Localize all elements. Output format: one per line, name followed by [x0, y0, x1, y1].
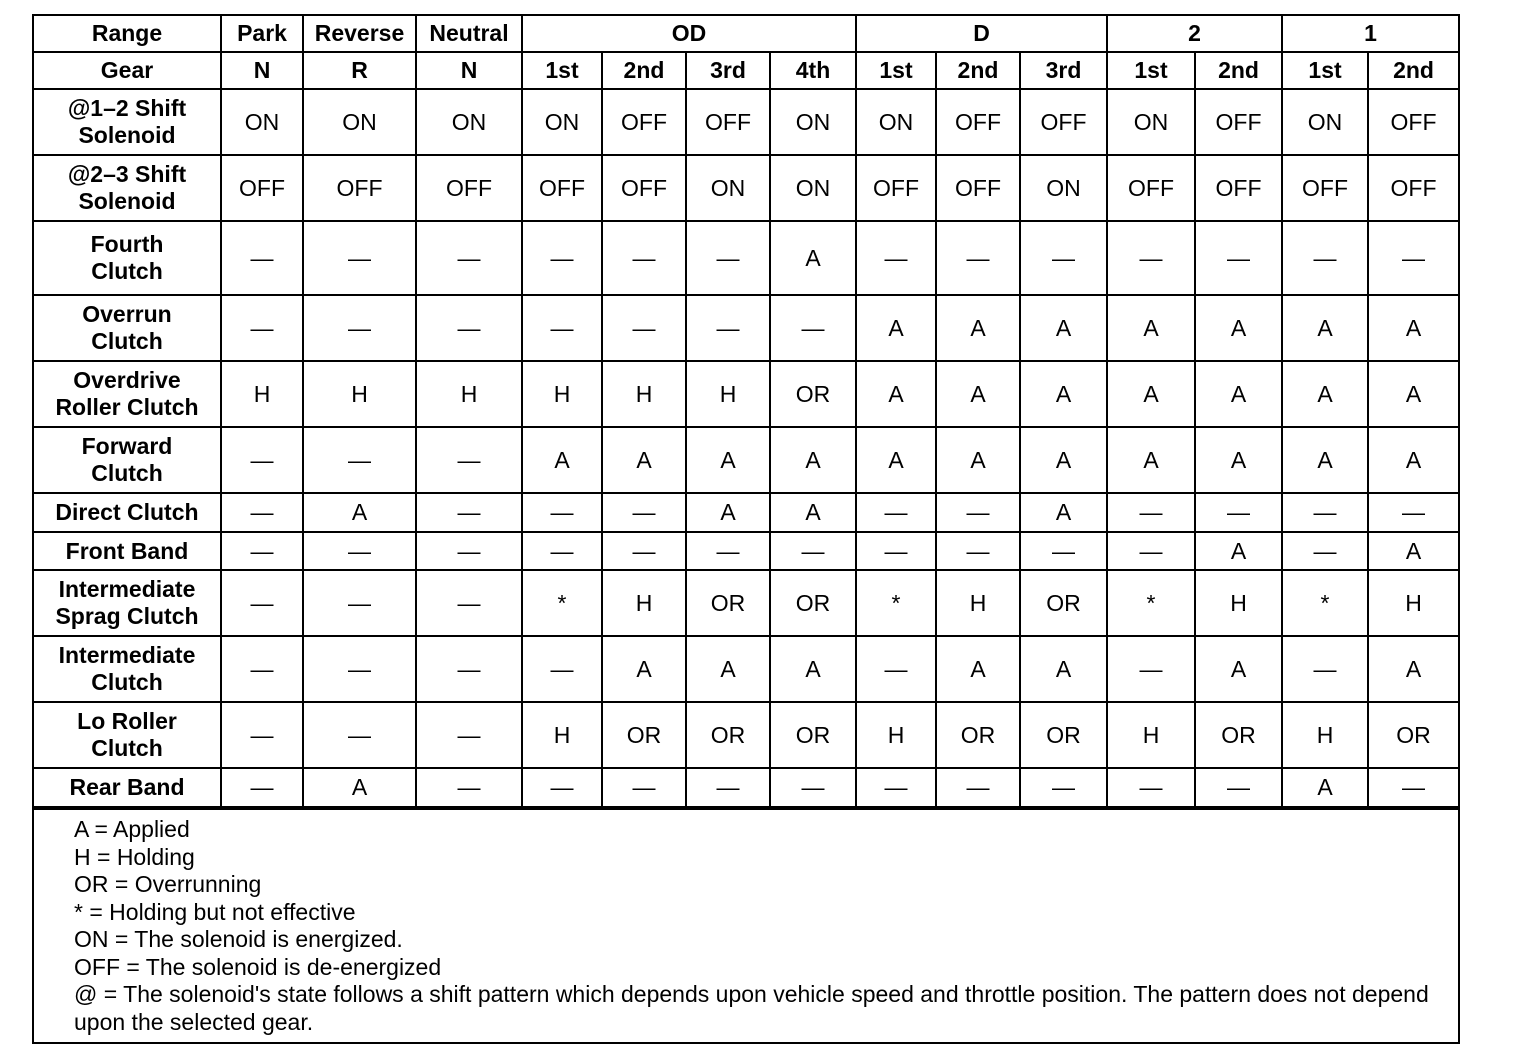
table-cell: OFF — [856, 155, 936, 221]
table-cell: — — [1107, 532, 1195, 570]
table-cell: ON — [770, 89, 856, 155]
table-cell: A — [770, 221, 856, 295]
table-cell: — — [416, 427, 522, 493]
table-cell: — — [686, 532, 770, 570]
table-cell: — — [1282, 532, 1368, 570]
table-cell: — — [303, 427, 416, 493]
table-cell: ON — [522, 89, 602, 155]
row-label-line: Clutch — [91, 328, 163, 354]
table-cell: A — [1107, 295, 1195, 361]
table-cell: A — [1368, 532, 1458, 570]
table-cell: — — [936, 221, 1020, 295]
row-label — [34, 221, 221, 295]
table-cell: A — [770, 636, 856, 702]
table-cell: A — [1282, 427, 1368, 493]
range-header-cell: Reverse — [303, 16, 416, 52]
table-cell: A — [936, 636, 1020, 702]
row-label-line: Rear Band — [69, 774, 185, 800]
table-cell: ON — [686, 155, 770, 221]
table-cell: — — [856, 532, 936, 570]
row-label — [34, 427, 221, 493]
row-label-line: Overdrive — [73, 367, 181, 393]
table-cell: A — [1195, 295, 1282, 361]
legend-item: * = Holding but not effective — [74, 898, 356, 925]
table-cell: A — [1020, 427, 1107, 493]
table-cell: — — [602, 295, 686, 361]
table-cell: H — [522, 361, 602, 427]
table-cell: A — [522, 427, 602, 493]
table-cell: OR — [936, 702, 1020, 768]
table-cell: A — [602, 636, 686, 702]
legend-item: @ = The solenoid's state follows a shift pattern which depends upon vehicle speed and throttle position. The pattern does not depend upon the selected gear. — [74, 981, 1429, 1035]
table-cell: — — [522, 221, 602, 295]
table-cell: — — [936, 493, 1020, 532]
range-header-cell: Neutral — [416, 16, 522, 52]
table-cell: — — [221, 636, 303, 702]
table-cell: ON — [221, 89, 303, 155]
table-cell: A — [1107, 427, 1195, 493]
table-cell: * — [856, 570, 936, 636]
table-cell: OR — [770, 570, 856, 636]
row-label-line: Lo Roller — [77, 708, 177, 734]
range-header-label: Range — [34, 16, 221, 52]
table-cell: A — [1282, 768, 1368, 807]
table-cell: — — [856, 493, 936, 532]
table-cell: — — [856, 636, 936, 702]
range-header-cell: 1 — [1282, 16, 1458, 52]
table-cell: A — [1195, 361, 1282, 427]
table-cell: H — [602, 361, 686, 427]
table-cell: — — [602, 768, 686, 807]
table-cell: A — [770, 427, 856, 493]
table-cell: — — [221, 493, 303, 532]
table-cell: H — [522, 702, 602, 768]
table-cell: A — [686, 493, 770, 532]
table-cell: A — [1368, 295, 1458, 361]
table-cell: ON — [770, 155, 856, 221]
gear-header-cell: N — [416, 52, 522, 89]
row-label — [34, 532, 221, 570]
table-cell: OFF — [686, 89, 770, 155]
table-cell: — — [416, 702, 522, 768]
table-row — [34, 427, 1458, 493]
table-cell: OFF — [221, 155, 303, 221]
row-label-line: Clutch — [91, 460, 163, 486]
table-cell: H — [303, 361, 416, 427]
row-label-line: Solenoid — [78, 188, 176, 214]
table-cell: — — [1020, 532, 1107, 570]
table-cell: OFF — [602, 89, 686, 155]
row-label-line: Roller Clutch — [55, 394, 199, 420]
table-row — [34, 493, 1458, 532]
table-cell: — — [221, 532, 303, 570]
range-header-cell: OD — [522, 16, 856, 52]
table-cell: — — [522, 493, 602, 532]
table-cell: — — [416, 768, 522, 807]
table-cell: OFF — [522, 155, 602, 221]
legend-item: OFF = The solenoid is de-energized — [74, 953, 442, 980]
table-cell: A — [1282, 361, 1368, 427]
table-cell: — — [1282, 636, 1368, 702]
row-label-line: Intermediate — [58, 642, 196, 668]
shift-chart — [32, 14, 1460, 1044]
gear-header-cell: N — [221, 52, 303, 89]
table-cell: — — [770, 768, 856, 807]
range-header-cell: 2 — [1107, 16, 1282, 52]
table-cell: ON — [1282, 89, 1368, 155]
table-cell: — — [1020, 221, 1107, 295]
table-row — [34, 295, 1458, 361]
table-cell: — — [303, 570, 416, 636]
row-label — [34, 636, 221, 702]
table-cell: ON — [303, 89, 416, 155]
table-cell: A — [1020, 493, 1107, 532]
row-label-line: @1–2 Shift — [67, 95, 187, 121]
table-cell: A — [1107, 361, 1195, 427]
table-cell: A — [1020, 295, 1107, 361]
table-cell: — — [416, 636, 522, 702]
table-cell: — — [1368, 493, 1458, 532]
row-label — [34, 493, 221, 532]
table-cell: — — [522, 295, 602, 361]
table-cell: * — [1107, 570, 1195, 636]
row-label-line: Solenoid — [78, 122, 176, 148]
table-cell: OFF — [1020, 89, 1107, 155]
table-cell: OFF — [303, 155, 416, 221]
table-cell: — — [303, 295, 416, 361]
table-cell: OFF — [416, 155, 522, 221]
gear-header-row — [34, 52, 1458, 89]
row-label-line: Front Band — [65, 537, 189, 564]
row-label — [34, 361, 221, 427]
table-cell: ON — [1020, 155, 1107, 221]
table-cell: — — [221, 768, 303, 807]
table-cell: OR — [1368, 702, 1458, 768]
table-cell: — — [1368, 768, 1458, 807]
table-cell: H — [1195, 570, 1282, 636]
table-cell: H — [416, 361, 522, 427]
table-cell: A — [686, 636, 770, 702]
table-cell: — — [1107, 636, 1195, 702]
table-row — [34, 361, 1458, 427]
table-cell: OR — [770, 361, 856, 427]
table-row — [34, 155, 1458, 221]
table-cell: OR — [602, 702, 686, 768]
legend-item: A = Applied — [74, 816, 190, 842]
table-cell: A — [1195, 532, 1282, 570]
table-cell: — — [1195, 221, 1282, 295]
range-header-cell: Park — [221, 16, 303, 52]
table-cell: OFF — [1195, 155, 1282, 221]
table-cell: — — [770, 295, 856, 361]
table-cell: A — [1020, 361, 1107, 427]
table-cell: A — [1195, 636, 1282, 702]
table-cell: A — [1195, 427, 1282, 493]
gear-header-cell: 2nd — [602, 52, 686, 89]
table-cell: ON — [416, 89, 522, 155]
table-row — [34, 636, 1458, 702]
table-row — [34, 570, 1458, 636]
table-cell: OFF — [1107, 155, 1195, 221]
table-cell: OFF — [1368, 89, 1458, 155]
table-cell: — — [856, 768, 936, 807]
table-cell: OR — [1020, 702, 1107, 768]
table-cell: — — [936, 532, 1020, 570]
row-label-line: Fourth — [90, 231, 164, 257]
table-cell: ON — [856, 89, 936, 155]
table-cell: — — [936, 768, 1020, 807]
row-label — [34, 155, 221, 221]
table-cell: H — [856, 702, 936, 768]
table-cell: — — [770, 532, 856, 570]
row-label — [34, 702, 221, 768]
gear-header-cell: R — [303, 52, 416, 89]
table-cell: A — [1020, 636, 1107, 702]
row-label-line: Direct Clutch — [55, 499, 199, 525]
table-cell: — — [602, 221, 686, 295]
legend — [34, 808, 1458, 1042]
table-row — [34, 702, 1458, 768]
table-cell: — — [416, 493, 522, 532]
row-label-line: Clutch — [91, 669, 163, 695]
table-cell: OR — [1020, 570, 1107, 636]
table-cell: * — [1282, 570, 1368, 636]
table-cell: — — [221, 295, 303, 361]
table-cell: A — [936, 295, 1020, 361]
table-cell: A — [856, 427, 936, 493]
table-cell: A — [1368, 427, 1458, 493]
row-label-line: Overrun — [82, 301, 172, 327]
table-cell: — — [416, 532, 522, 570]
table-cell: — — [1195, 768, 1282, 807]
row-label — [34, 89, 221, 155]
legend-item: H = Holding — [74, 843, 195, 870]
gear-header-cell: 2nd — [936, 52, 1020, 89]
table-cell: — — [221, 427, 303, 493]
row-label — [34, 295, 221, 361]
table-row — [34, 221, 1458, 295]
table-cell: — — [602, 532, 686, 570]
table-row — [34, 768, 1458, 807]
table-cell: ON — [1107, 89, 1195, 155]
table-cell: A — [856, 361, 936, 427]
table-cell: A — [1282, 295, 1368, 361]
table-cell: — — [522, 768, 602, 807]
table-cell: OFF — [1195, 89, 1282, 155]
row-label-line: Clutch — [91, 735, 163, 761]
table-cell: H — [1368, 570, 1458, 636]
table-cell: — — [221, 570, 303, 636]
gear-header-cell: 1st — [856, 52, 936, 89]
table-cell: OR — [686, 702, 770, 768]
row-label-line: Clutch — [91, 258, 163, 284]
table-cell: — — [856, 221, 936, 295]
table-cell: H — [1107, 702, 1195, 768]
table-cell: OFF — [602, 155, 686, 221]
table-cell: — — [686, 221, 770, 295]
table-cell: — — [416, 570, 522, 636]
gear-header-cell: 1st — [1282, 52, 1368, 89]
gear-header-cell: 1st — [522, 52, 602, 89]
table-cell: A — [602, 427, 686, 493]
table-cell: — — [303, 221, 416, 295]
legend-item: OR = Overrunning — [74, 871, 262, 897]
gear-header-cell: 3rd — [686, 52, 770, 89]
table-cell: H — [221, 361, 303, 427]
table-row — [34, 89, 1458, 155]
table-cell: OR — [1195, 702, 1282, 768]
table-cell: — — [1107, 768, 1195, 807]
table-cell: A — [1368, 636, 1458, 702]
table-cell: — — [602, 493, 686, 532]
table-cell: — — [1195, 493, 1282, 532]
table-cell: * — [522, 570, 602, 636]
gear-header-cell: 1st — [1107, 52, 1195, 89]
gear-header-cell: 3rd — [1020, 52, 1107, 89]
row-label-line: @2–3 Shift — [67, 161, 187, 187]
table-row — [34, 532, 1458, 570]
table-cell: — — [303, 702, 416, 768]
table-cell: OFF — [1368, 155, 1458, 221]
table-cell: — — [686, 768, 770, 807]
table-cell: — — [416, 295, 522, 361]
table-cell: A — [1368, 361, 1458, 427]
table-cell: OR — [770, 702, 856, 768]
table-cell: A — [686, 427, 770, 493]
table-cell: A — [936, 361, 1020, 427]
table-cell: OR — [686, 570, 770, 636]
table-cell: — — [221, 221, 303, 295]
row-label — [34, 570, 221, 636]
gear-header-cell: 4th — [770, 52, 856, 89]
table-cell: — — [1282, 493, 1368, 532]
table-cell: — — [1368, 221, 1458, 295]
table-cell: — — [1107, 493, 1195, 532]
component-application-table — [34, 16, 1458, 808]
table-cell: H — [686, 361, 770, 427]
table-cell: A — [303, 768, 416, 807]
table-cell: — — [416, 221, 522, 295]
table-cell: A — [856, 295, 936, 361]
table-cell: H — [936, 570, 1020, 636]
row-label-line: Forward — [81, 433, 173, 459]
table-cell: A — [303, 493, 416, 532]
row-label-line: Sprag Clutch — [55, 603, 199, 629]
table-cell: — — [221, 702, 303, 768]
table-cell: — — [522, 636, 602, 702]
table-cell: OFF — [936, 89, 1020, 155]
table-cell: — — [303, 636, 416, 702]
legend-item: ON = The solenoid is energized. — [74, 926, 403, 952]
table-cell: — — [1107, 221, 1195, 295]
table-cell: A — [770, 493, 856, 532]
table-cell: — — [1020, 768, 1107, 807]
table-cell: H — [602, 570, 686, 636]
range-header-cell: D — [856, 16, 1107, 52]
table-cell: OFF — [936, 155, 1020, 221]
table-cell: — — [522, 532, 602, 570]
row-label — [34, 768, 221, 807]
table-cell: A — [936, 427, 1020, 493]
table-cell: H — [1282, 702, 1368, 768]
table-cell: — — [686, 295, 770, 361]
table-cell: — — [1282, 221, 1368, 295]
table-cell: OFF — [1282, 155, 1368, 221]
gear-header-label: Gear — [34, 52, 221, 89]
gear-header-cell: 2nd — [1368, 52, 1458, 89]
range-header-row — [34, 16, 1458, 52]
gear-header-cell: 2nd — [1195, 52, 1282, 89]
row-label-line: Intermediate — [58, 576, 196, 602]
table-cell: — — [303, 532, 416, 570]
